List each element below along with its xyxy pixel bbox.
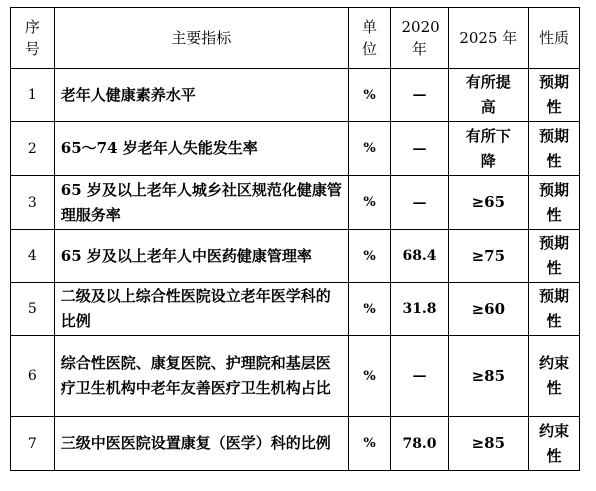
table-header-row [11,8,580,69]
row-index: 4 [11,230,55,283]
row-index: 7 [11,417,55,471]
row-type-text: 预期性 [538,287,569,330]
row-type [528,336,579,417]
row-value-2020: — [391,336,448,417]
table-row [11,69,580,122]
row-type-text: 预期性 [538,234,569,277]
row-index: 1 [11,69,55,122]
row-indicator: 65～74 岁老年人失能发生率 [54,122,348,176]
header-2020: 2020年 [401,18,440,58]
row-type-text: 预期性 [538,73,569,116]
header-unit: 单位 [361,18,377,58]
table-row [11,283,580,336]
row-type [528,283,579,336]
header-type: 性质 [538,29,569,47]
header-2020-cell [391,8,448,69]
row-indicator: 三级中医医院设置康复（医学）科的比例 [54,417,348,471]
row-target-2025: ≥60 [448,283,528,336]
header-unit-cell [348,8,391,69]
row-indicator: 综合性医院、康复医院、护理院和基层医疗卫生机构中老年友善医疗卫生机构占比 [54,336,348,417]
row-indicator: 老年人健康素养水平 [54,69,348,122]
row-indicator: 65 岁及以上老年人中医药健康管理率 [54,230,348,283]
row-unit: % [348,336,391,417]
row-target-2025: ≥85 [448,417,528,471]
row-unit: % [348,69,391,122]
row-target-2025 [448,69,528,122]
row-type-text: 约束性 [538,421,569,465]
row-value-2020: — [391,122,448,176]
row-target-2025 [448,122,528,176]
row-index: 2 [11,122,55,176]
row-target-2025-text: 有所提高 [465,73,511,116]
row-index: 6 [11,336,55,417]
row-indicator: 65 岁及以上老年人城乡社区规范化健康管理服务率 [54,176,348,230]
row-target-2025-text: 有所下降 [465,126,511,170]
row-unit: % [348,122,391,176]
row-unit: % [348,176,391,230]
row-index: 3 [11,176,55,230]
row-value-2020: 68.4 [391,230,448,283]
row-type [528,230,579,283]
row-value-2020: — [391,176,448,230]
header-index-cell [11,8,55,69]
header-2025-cell [448,8,528,69]
row-type-text: 约束性 [538,354,569,397]
table-row [11,417,580,471]
row-indicator: 二级及以上综合性医院设立老年医学科的比例 [54,283,348,336]
row-type-text: 预期性 [538,180,569,224]
row-target-2025: ≥75 [448,230,528,283]
row-type [528,176,579,230]
header-indicator-cell [54,8,348,69]
table-row [11,122,580,176]
row-type [528,122,579,176]
row-unit: % [348,230,391,283]
row-target-2025: ≥85 [448,336,528,417]
row-value-2020: 31.8 [391,283,448,336]
header-type-cell [528,8,579,69]
row-type [528,69,579,122]
row-type [528,417,579,471]
row-target-2025: ≥65 [448,176,528,230]
table-row [11,336,580,417]
row-index: 5 [11,283,55,336]
row-value-2020: 78.0 [391,417,448,471]
table-row [11,176,580,230]
row-unit: % [348,283,391,336]
row-type-text: 预期性 [538,126,569,170]
indicator-table [10,7,580,471]
row-value-2020: — [391,69,448,122]
row-unit: % [348,417,391,471]
header-indicator: 主要指标 [171,29,232,47]
header-2025: 2025 年 [459,29,518,47]
header-index: 序号 [24,18,40,58]
table-row [11,230,580,283]
